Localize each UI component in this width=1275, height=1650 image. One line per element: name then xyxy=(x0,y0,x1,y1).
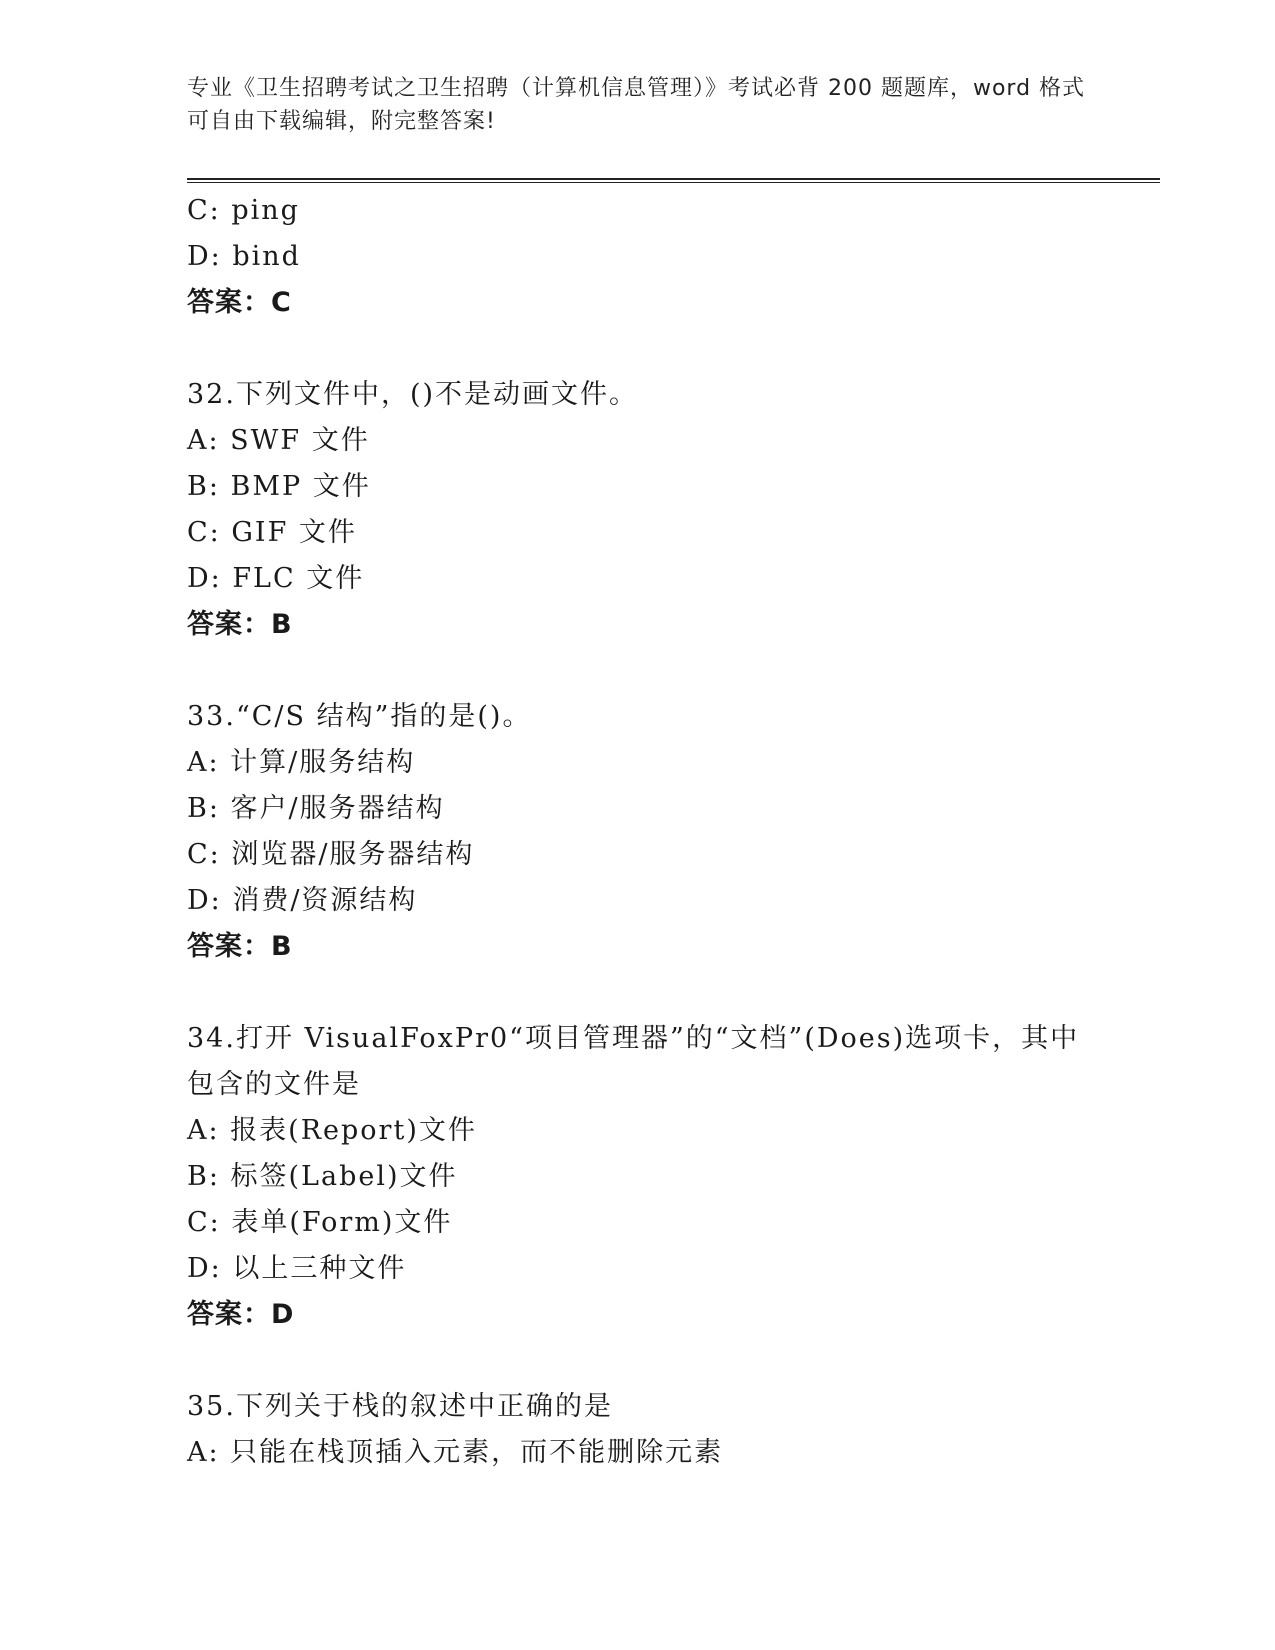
option-d: D: FLC 文件 xyxy=(187,563,365,594)
document-title: 专业《卫生招聘考试之卫生招聘（计算机信息管理）》考试必背 200 题题库，word 格式可自由下载编辑，附完整答案! xyxy=(187,76,1086,134)
answer-line: 答案：D xyxy=(187,1299,295,1330)
option-a: A: 只能在栈顶插入元素，而不能删除元素 xyxy=(187,1437,724,1468)
question-stem: 34.打开 VisualFoxPr0“项目管理器”的“文档”(Does)选项卡，其中包含的文件是 xyxy=(187,1023,1080,1100)
question-33 xyxy=(187,694,1147,970)
option-a: A: 报表(Report)文件 xyxy=(187,1115,477,1146)
spacer xyxy=(187,648,1147,694)
answer-line: 答案：C xyxy=(187,287,292,318)
question-32 xyxy=(187,372,1147,648)
option-c: C: 表单(Form)文件 xyxy=(187,1207,453,1238)
option-c: C: 浏览器/服务器结构 xyxy=(187,839,475,870)
answer-line: 答案：B xyxy=(187,609,293,640)
option-d: D: 消费/资源结构 xyxy=(187,885,418,916)
option-c: C: ping xyxy=(187,195,300,226)
option-a: A: SWF 文件 xyxy=(187,425,370,456)
option-a: A: 计算/服务结构 xyxy=(187,747,416,778)
option-c: C: GIF 文件 xyxy=(187,517,357,548)
answer-line: 答案：B xyxy=(187,931,293,962)
spacer xyxy=(187,1338,1147,1384)
question-35 xyxy=(187,1384,1147,1476)
question-34 xyxy=(187,1016,1147,1338)
spacer xyxy=(187,970,1147,1016)
question-stem: 33.“C/S 结构”指的是()。 xyxy=(187,701,532,732)
spacer xyxy=(187,326,1147,372)
option-b: B: 客户/服务器结构 xyxy=(187,793,445,824)
option-b: B: 标签(Label)文件 xyxy=(187,1161,458,1192)
question-stem: 35.下列关于栈的叙述中正确的是 xyxy=(187,1391,613,1422)
question-stem: 32.下列文件中，()不是动画文件。 xyxy=(187,379,639,410)
option-d: D: 以上三种文件 xyxy=(187,1253,407,1284)
header-divider xyxy=(187,178,1160,183)
document-header xyxy=(187,72,1087,138)
option-d: D: bind xyxy=(187,241,301,272)
question-continuation xyxy=(187,188,1147,326)
option-b: B: BMP 文件 xyxy=(187,471,371,502)
question-list xyxy=(187,188,1147,1476)
